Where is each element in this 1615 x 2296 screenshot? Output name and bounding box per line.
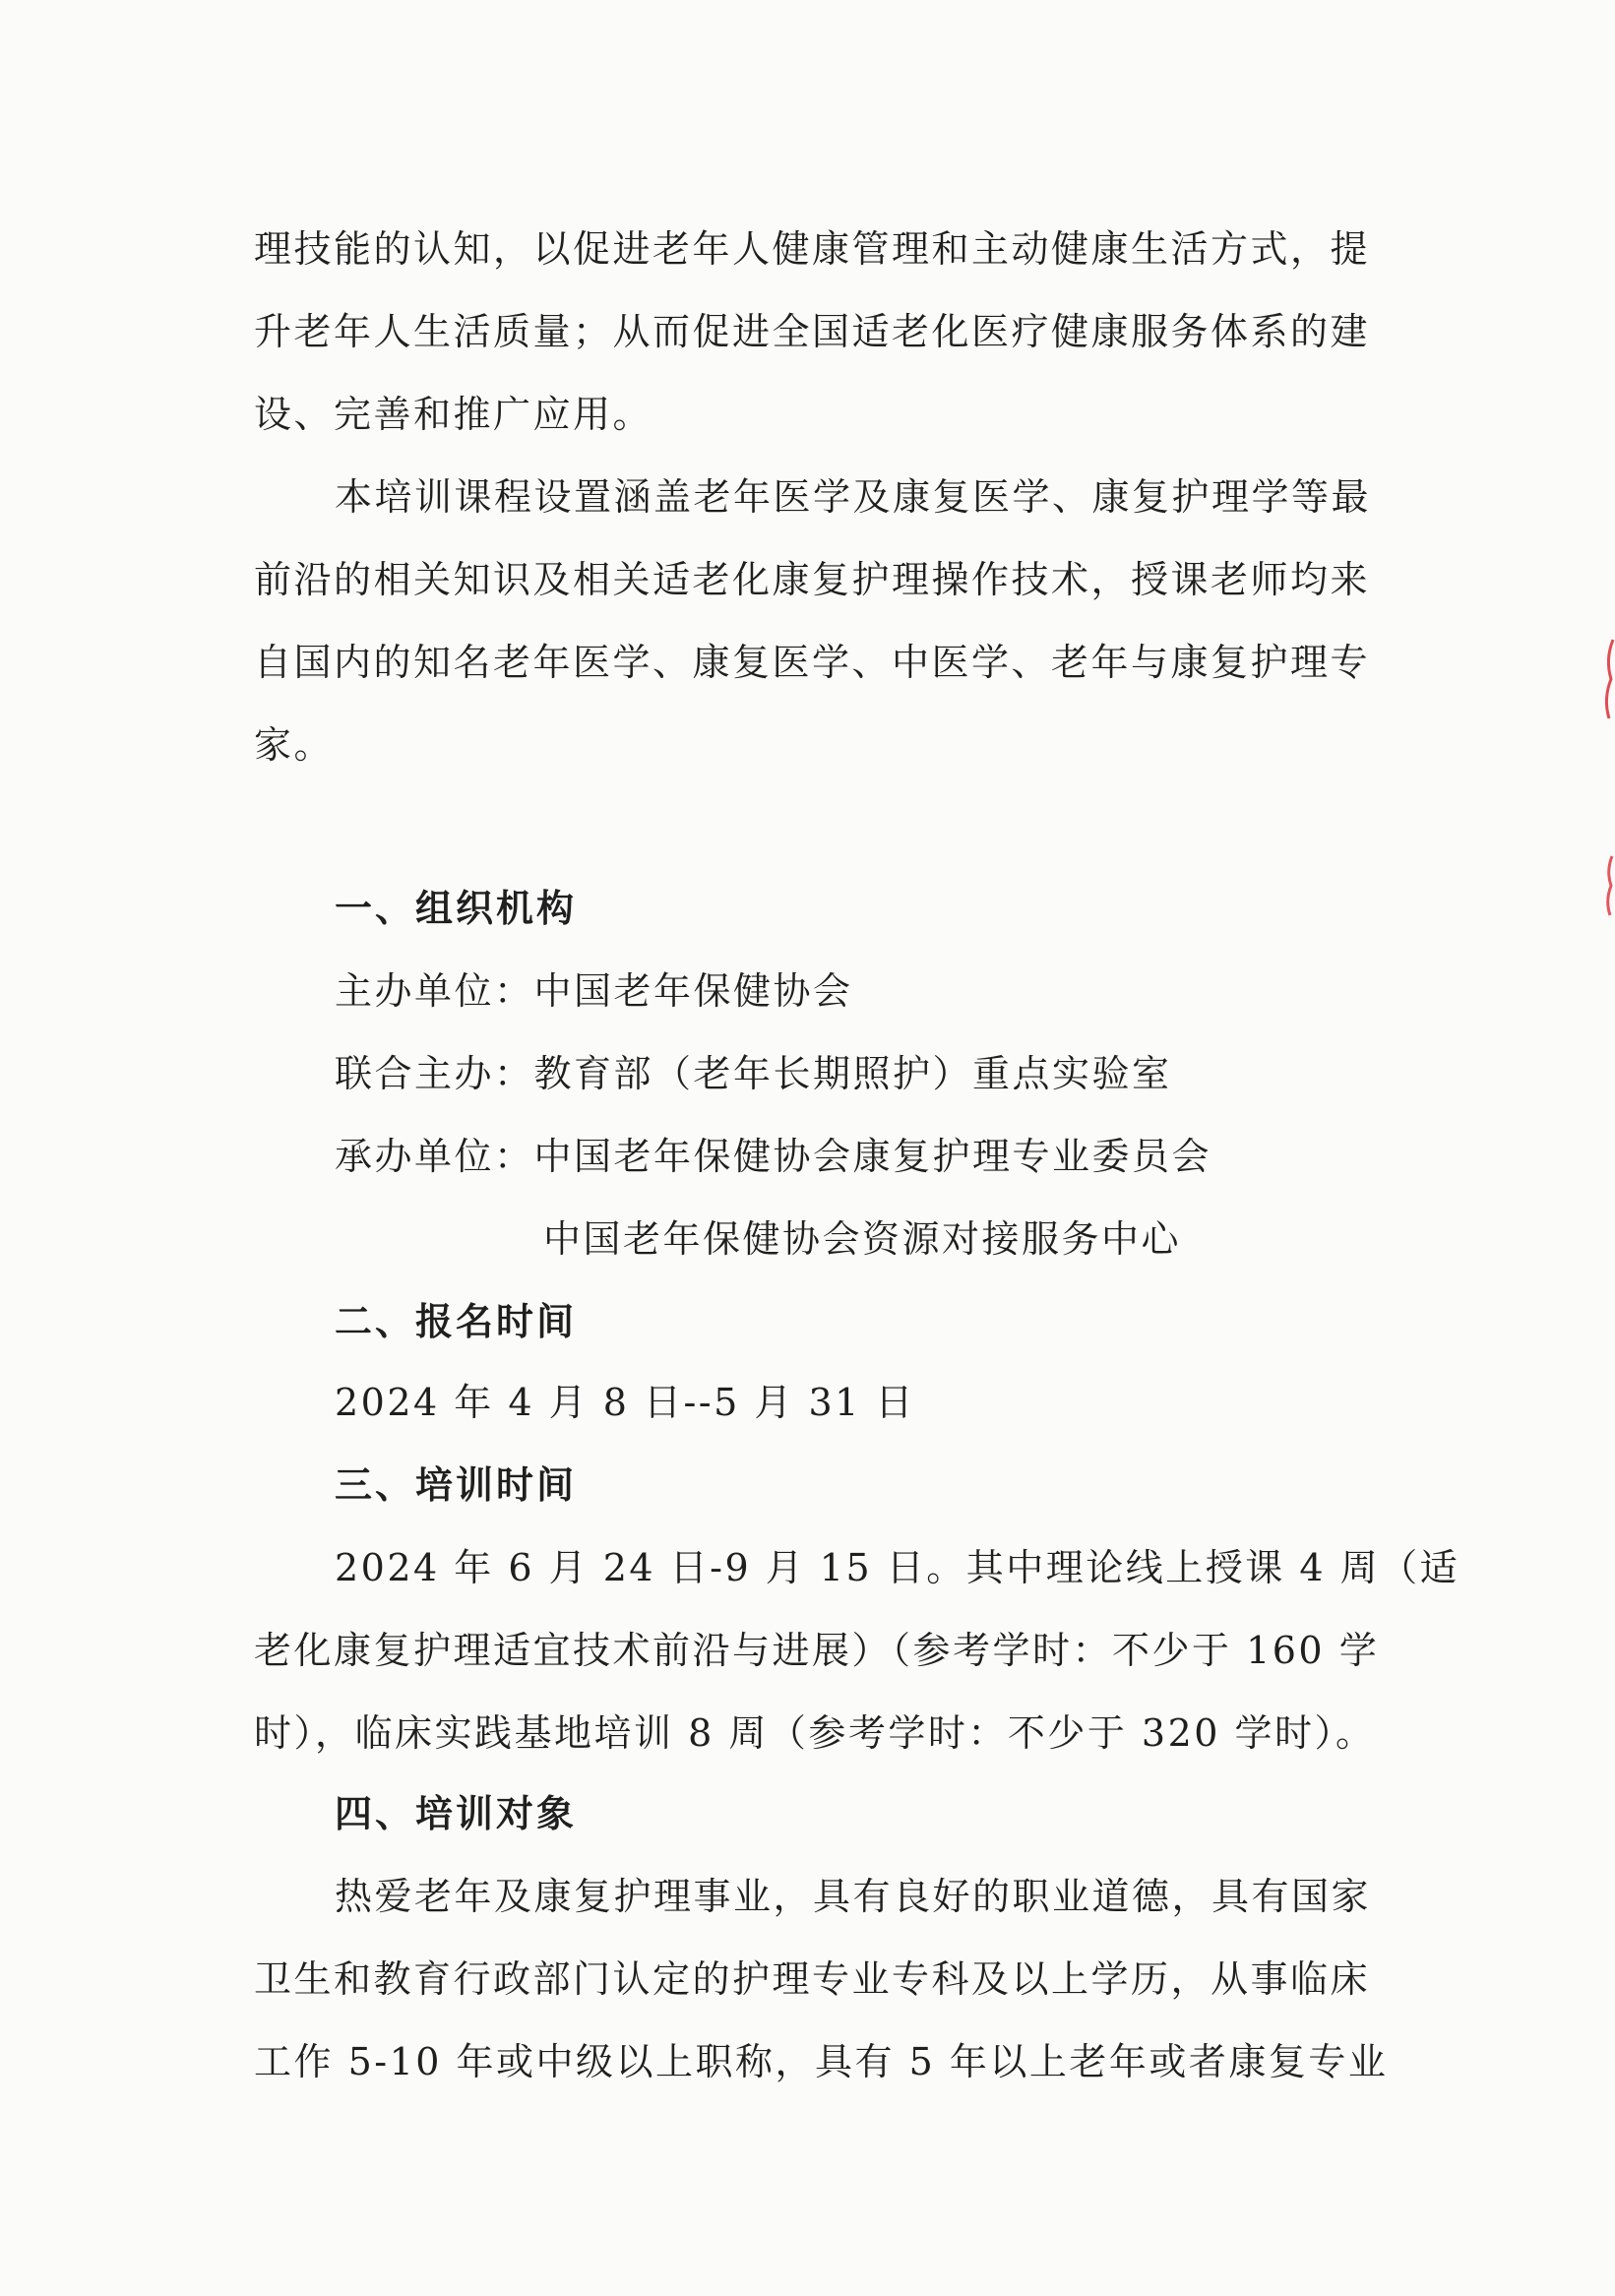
training-time-line-3: 时），临床实践基地培训 8 周（参考学时：不少于 320 学时）。 xyxy=(254,1711,1376,1755)
intro-line-6: 自国内的知名老年医学、康复医学、中医学、老年与康复护理专 xyxy=(254,641,1371,684)
intro-line-3: 设、完善和推广应用。 xyxy=(254,393,653,436)
section-heading-training-time: 三、培训时间 xyxy=(335,1463,578,1507)
intro-line-1: 理技能的认知，以促进老年人健康管理和主动健康生活方式，提 xyxy=(254,227,1371,271)
section-heading-organization: 一、组织机构 xyxy=(335,887,578,930)
trainees-line-2: 卫生和教育行政部门认定的护理专业专科及以上学历，从事临床 xyxy=(254,1957,1371,2001)
cohost-unit: 联合主办：教育部（老年长期照护）重点实验室 xyxy=(335,1052,1172,1095)
registration-dates: 2024 年 4 月 8 日--5 月 31 日 xyxy=(335,1381,915,1424)
organizer-unit: 承办单位：中国老年保健协会康复护理专业委员会 xyxy=(335,1135,1212,1178)
section-heading-registration: 二、报名时间 xyxy=(335,1300,578,1343)
intro-line-7: 家。 xyxy=(254,723,335,767)
section-heading-trainees: 四、培训对象 xyxy=(335,1792,578,1835)
training-time-line-2: 老化康复护理适宜技术前沿与进展）（参考学时：不少于 160 学 xyxy=(254,1629,1380,1672)
intro-line-2: 升老年人生活质量；从而促进全国适老化医疗健康服务体系的建 xyxy=(254,310,1371,353)
intro-line-5: 前沿的相关知识及相关适老化康复护理操作技术，授课老师均来 xyxy=(254,558,1371,601)
seal-fragment-icon xyxy=(1593,630,1615,925)
trainees-line-1: 热爱老年及康复护理事业，具有良好的职业道德，具有国家 xyxy=(335,1875,1372,1918)
intro-line-4: 本培训课程设置涵盖老年医学及康复医学、康复护理学等最 xyxy=(335,475,1372,519)
host-unit: 主办单位：中国老年保健协会 xyxy=(335,969,853,1013)
trainees-line-3: 工作 5-10 年或中级以上职称，具有 5 年以上老年或者康复专业 xyxy=(254,2040,1389,2083)
training-time-line-1: 2024 年 6 月 24 日-9 月 15 日。其中理论线上授课 4 周（适 xyxy=(335,1546,1460,1589)
organizer-unit-2: 中国老年保健协会资源对接服务中心 xyxy=(543,1217,1182,1261)
